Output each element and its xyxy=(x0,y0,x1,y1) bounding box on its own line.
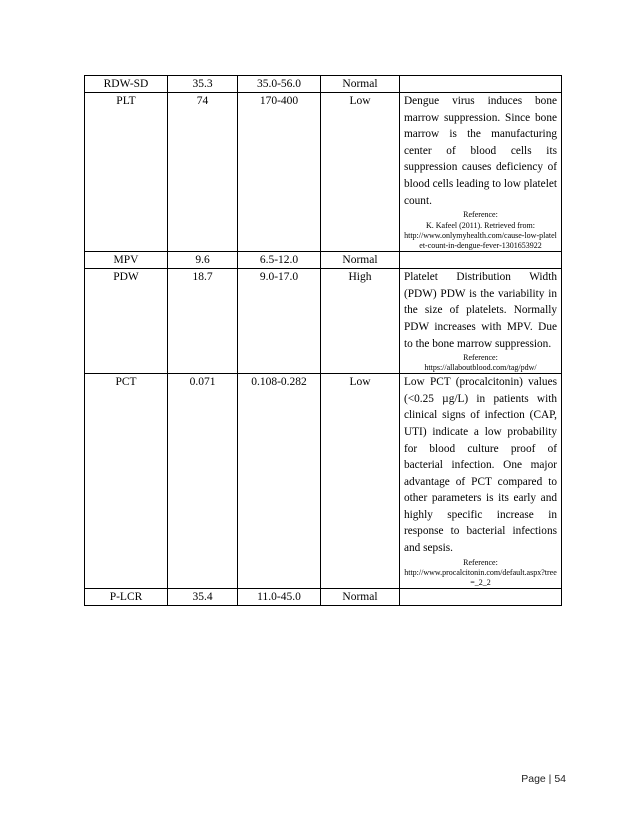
result-value: 0.071 xyxy=(168,374,238,589)
parameter-name: PCT xyxy=(85,374,168,589)
parameter-name: MPV xyxy=(85,252,168,269)
result-status: Normal xyxy=(321,252,400,269)
reference-range: 9.0-17.0 xyxy=(238,269,321,374)
result-value: 74 xyxy=(168,93,238,252)
reference-label: Reference: xyxy=(463,210,498,220)
lab-results-table xyxy=(84,75,562,606)
reference-url: http://www.procalcitonin.com/default.aspx?tree=_2_2 xyxy=(404,567,557,587)
remark-text: Dengue virus induces bone marrow suppression. Since bone marrow is the manufacturing center of blood cells its suppression causes deficiency of blood cells leading to low platelet count. xyxy=(404,95,557,207)
result-status: Normal xyxy=(321,588,400,605)
table-row xyxy=(85,252,562,269)
reference-range: 170-400 xyxy=(238,93,321,252)
remark-text: Platelet Distribution Width (PDW) PDW is the variability in the size of platelets. Normally PDW increases with MPV. Due to the bone marrow suppression. xyxy=(404,271,557,350)
reference-label: Reference: xyxy=(463,557,498,567)
parameter-name: PDW xyxy=(85,269,168,374)
reference-url: https://allaboutblood.com/tag/pdw/ xyxy=(424,363,537,373)
reference-range: 6.5-12.0 xyxy=(238,252,321,269)
reference-url: http://www.onlymyhealth.com/cause-low-platelet-count-in-dengue-fever-1301653922 xyxy=(404,231,557,251)
reference-range: 11.0-45.0 xyxy=(238,588,321,605)
reference-source: K. Kafeel (2011). Retrieved from: xyxy=(426,221,535,231)
table-row xyxy=(85,76,562,93)
remark-cell xyxy=(400,374,562,589)
result-value: 35.4 xyxy=(168,588,238,605)
table-row xyxy=(85,588,562,605)
remark-cell xyxy=(400,93,562,252)
table-row xyxy=(85,93,562,252)
parameter-name: PLT xyxy=(85,93,168,252)
reference-range: 35.0-56.0 xyxy=(238,76,321,93)
table-row xyxy=(85,269,562,374)
result-value: 35.3 xyxy=(168,76,238,93)
table-row xyxy=(85,374,562,589)
remark-cell xyxy=(400,588,562,605)
parameter-name: RDW-SD xyxy=(85,76,168,93)
result-status: Normal xyxy=(321,76,400,93)
page-number: Page | 54 xyxy=(521,773,566,785)
result-status: High xyxy=(321,269,400,374)
remark-cell xyxy=(400,252,562,269)
remark-cell xyxy=(400,269,562,374)
result-value: 18.7 xyxy=(168,269,238,374)
reference-range: 0.108-0.282 xyxy=(238,374,321,589)
parameter-name: P-LCR xyxy=(85,588,168,605)
remark-cell xyxy=(400,76,562,93)
result-status: Low xyxy=(321,93,400,252)
result-status: Low xyxy=(321,374,400,589)
remark-text: Low PCT (procalcitonin) values (<0.25 µg/L) in patients with clinical signs of infection (CAP, UTI) indicate a low probability for blood culture proof of bacterial infection. One major advantage of PCT compared to other parameters is its early and highly specific increase in response to bacterial infections and sepsis. xyxy=(404,376,557,555)
reference-label: Reference: xyxy=(463,353,498,363)
result-value: 9.6 xyxy=(168,252,238,269)
